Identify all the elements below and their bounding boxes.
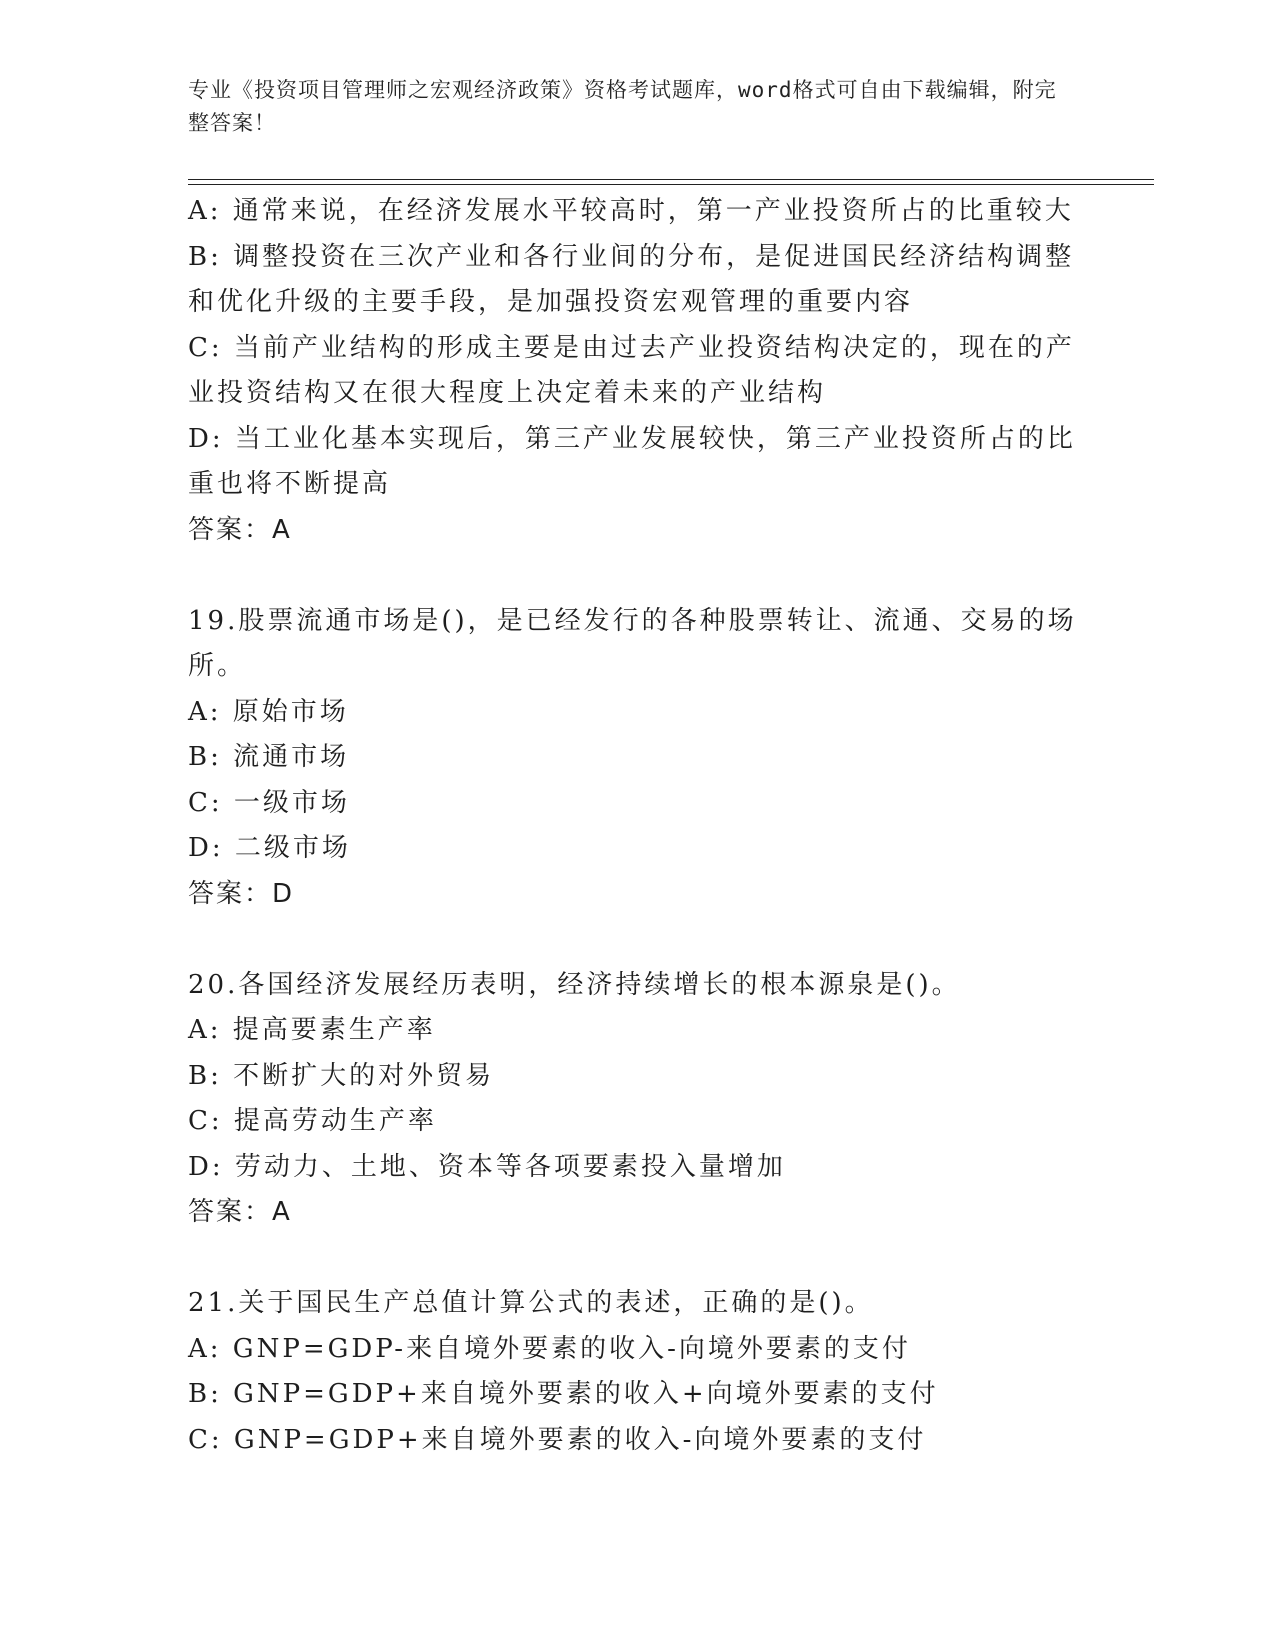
question-text: 20.各国经济发展经历表明，经济持续增长的根本源泉是()。 xyxy=(188,969,961,1000)
document-header: 专业《投资项目管理师之宏观经济政策》资格考试题库，word格式可自由下载编辑，附完整答案！ xyxy=(188,78,1057,135)
answer-line: 答案：A xyxy=(188,514,292,545)
answer-line: 答案：A xyxy=(188,1197,292,1227)
option-b: B: 不断扩大的对外贸易 xyxy=(188,1060,495,1091)
question-content xyxy=(188,189,1078,1463)
question-19-block xyxy=(188,599,1078,918)
answer-line: 答案：D xyxy=(188,878,295,909)
option-c: C: 一级市场 xyxy=(188,787,350,818)
spacer xyxy=(188,917,1078,963)
option-c: C: 当前产业结构的形成主要是由过去产业投资结构决定的，现在的产业投资结构又在很大程度上决定着未来的产业结构 xyxy=(188,332,1075,408)
option-c: C: GNP=GDP+来自境外要素的收入-向境外要素的支付 xyxy=(188,1424,927,1455)
question-21-block xyxy=(188,1281,1078,1463)
header-divider-top xyxy=(188,179,1154,180)
question-text: 21.关于国民生产总值计算公式的表述，正确的是()。 xyxy=(188,1288,874,1318)
spacer xyxy=(188,553,1078,599)
spacer xyxy=(188,1236,1078,1282)
header-divider-bottom xyxy=(188,184,1154,185)
option-d: D: 二级市场 xyxy=(188,833,351,863)
question-text: 19.股票流通市场是()，是已经发行的各种股票转让、流通、交易的场所。 xyxy=(188,605,1077,681)
option-a: A: 原始市场 xyxy=(188,696,349,727)
option-b: B: GNP=GDP+来自境外要素的收入+向境外要素的支付 xyxy=(188,1379,939,1409)
option-d: D: 当工业化基本实现后，第三产业发展较快，第三产业投资所占的比重也将不断提高 xyxy=(188,423,1076,499)
option-a: A: GNP=GDP-来自境外要素的收入-向境外要素的支付 xyxy=(188,1333,911,1364)
option-b: B: 流通市场 xyxy=(188,742,350,772)
option-a: A: 提高要素生产率 xyxy=(188,1015,436,1045)
question-20-block xyxy=(188,963,1078,1236)
option-d: D: 劳动力、土地、资本等各项要素投入量增加 xyxy=(188,1151,786,1182)
question-18-block xyxy=(188,189,1078,553)
option-a: A: 通常来说，在经济发展水平较高时，第一产业投资所占的比重较大 xyxy=(188,196,1074,226)
option-b: B: 调整投资在三次产业和各行业间的分布，是促进国民经济结构调整和优化升级的主要手段，是加强投资宏观管理的重要内容 xyxy=(188,241,1075,317)
option-c: C: 提高劳动生产率 xyxy=(188,1106,437,1136)
